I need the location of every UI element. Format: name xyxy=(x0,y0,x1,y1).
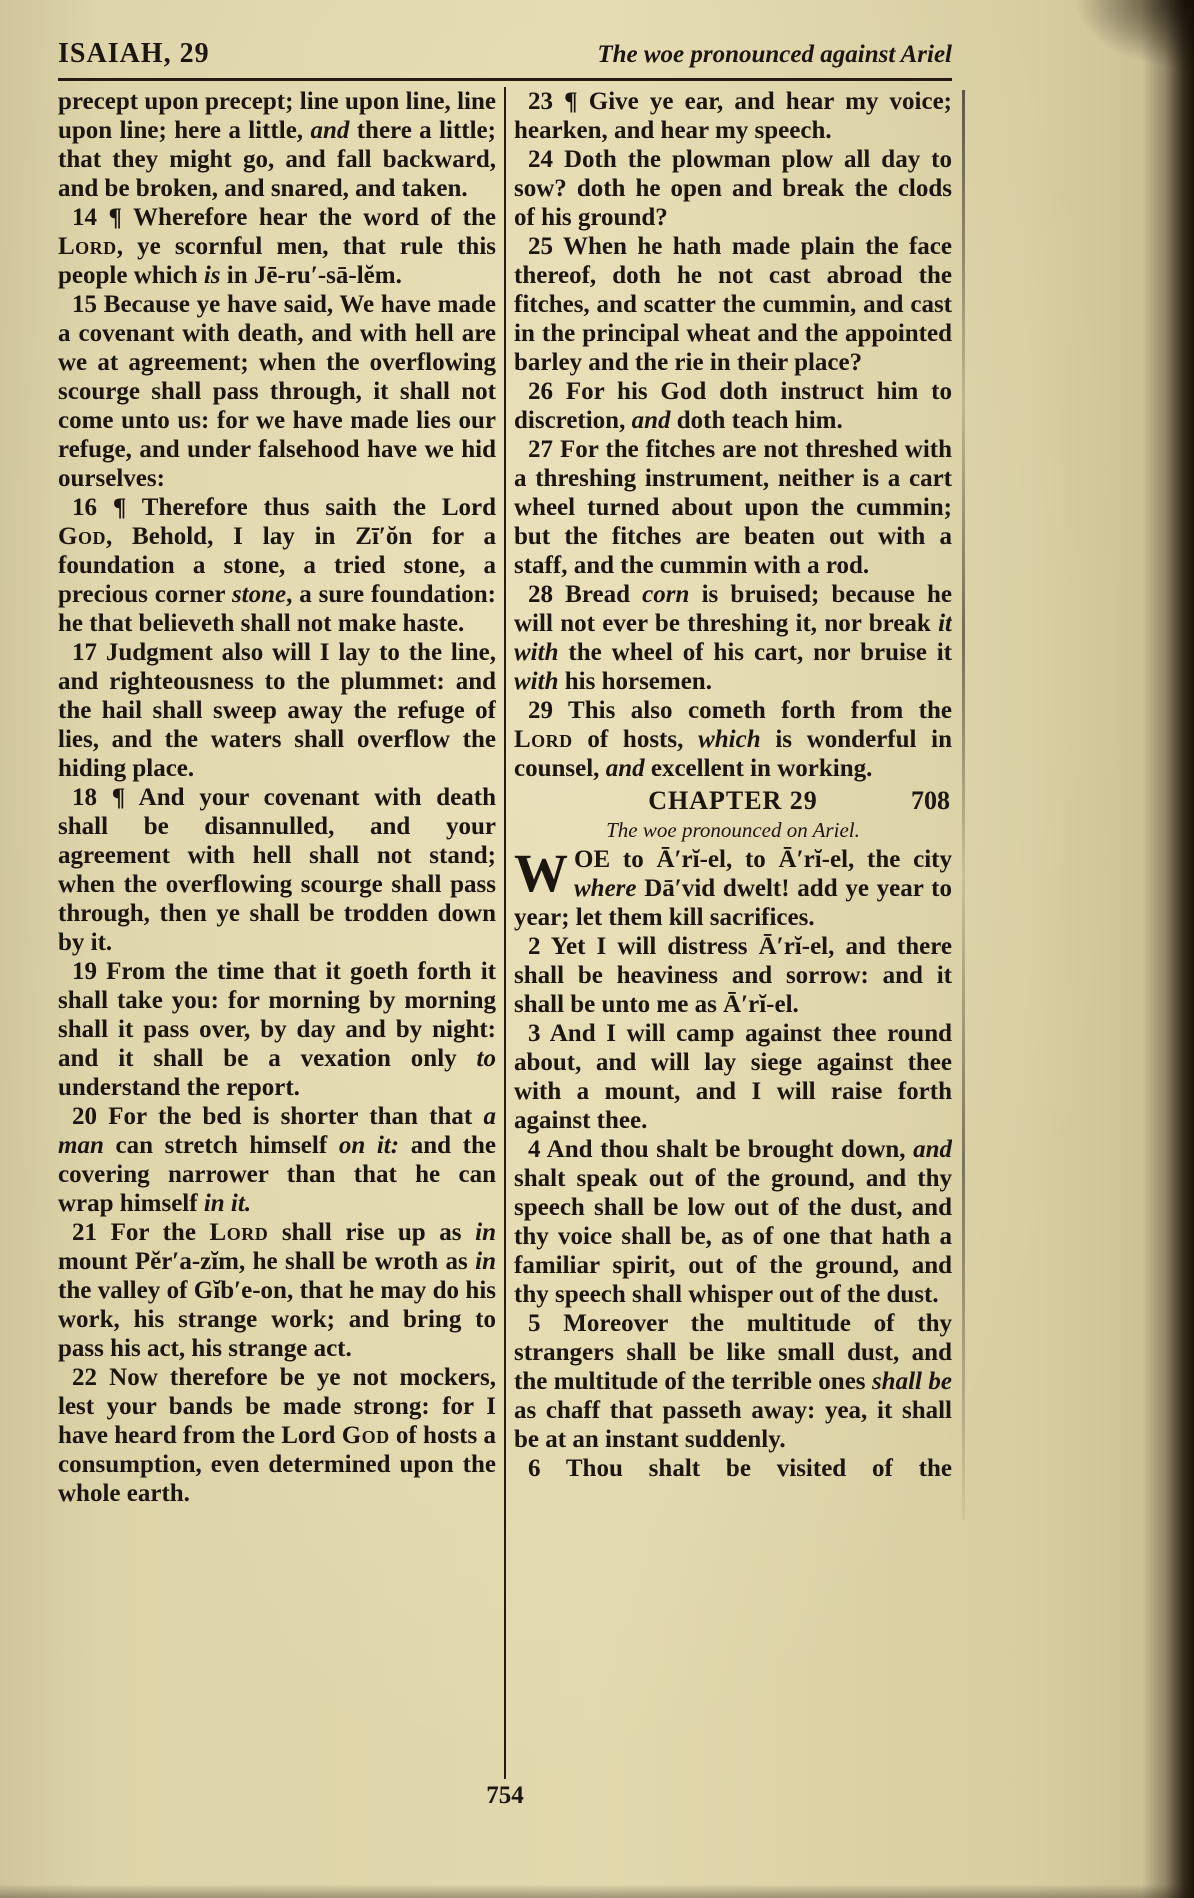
verse-paragraph: 20 For the bed is shorter than that a man can stretch himself on it: and the covering narrower than that he can wrap himself in it. xyxy=(58,1103,496,1217)
drop-cap: W xyxy=(514,843,568,903)
chapter-page-ref: 708 xyxy=(911,786,950,815)
chapter-subtitle: The woe pronounced on Ariel. xyxy=(606,818,860,842)
verse-paragraph: 5 Moreover the multitude of thy strangers shall be like small dust, and the multitude of the terrible ones shall be as chaff that passeth away: yea, it shall be at an instant suddenly. xyxy=(514,1310,952,1453)
text-columns xyxy=(58,87,952,1779)
running-head: The woe pronounced against Ariel xyxy=(597,41,952,68)
page-footer xyxy=(58,1782,952,1810)
verse-paragraph: 24 Doth the plowman plow all day to sow? doth he open and break the clods of his ground? xyxy=(514,146,952,231)
verse-paragraph: 4 And thou shalt be brought down, and shalt speak out of the ground, and thy speech shall be low out of the dust, and thy voice shall be, as of one that hath a familiar spirit, out of the ground, and thy speech shall whisper out of the dust. xyxy=(514,1136,952,1308)
verse-paragraph: 6 Thou shalt be visited of the xyxy=(528,1455,952,1482)
verse-paragraph: 21 For the Lord shall rise up as in mount Pĕr′a-zĭm, he shall be wroth as in the valley of Gĭb′e-on, that he may do his work, his strange work; and bring to pass his act, his strange act. xyxy=(58,1219,496,1362)
verse-paragraph: 26 For his God doth instruct him to discretion, and doth teach him. xyxy=(514,378,952,434)
verse-paragraph: 16 ¶ Therefore thus saith the Lord God, Behold, I lay in Zī′ŏn for a foundation a stone, a tried stone, a precious corner stone, a sure foundation: he that believeth shall not make haste. xyxy=(58,494,496,637)
book-chapter-title: ISAIAH, 29 xyxy=(58,38,210,69)
page-edge-line xyxy=(962,90,965,1520)
verse-paragraph: 22 Now therefore be ye not mockers, lest your bands be made strong: for I have heard from the Lord God of hosts a consumption, even determined upon the whole earth. xyxy=(58,1364,496,1507)
chapter-title: CHAPTER 29 xyxy=(648,786,818,815)
verse-paragraph: 28 Bread corn is bruised; because he will not ever be threshing it, nor break it with the wheel of his cart, nor bruise it with his horsemen. xyxy=(514,581,952,695)
chapter-opening-verse: WOE to Ā′rĭ-el, to Ā′rĭ-el, the city where Dā′vid dwelt! add ye year to year; let them kill sacrifices. xyxy=(514,843,952,931)
page-corner-shadow xyxy=(1074,0,1194,70)
verse-paragraph: 17 Judgment also will I lay to the line, and righteousness to the plummet: and the hail shall sweep away the refuge of lies, and the waters shall overflow the hiding place. xyxy=(58,639,496,782)
page-edge-shadow xyxy=(1142,0,1194,1898)
column-divider xyxy=(504,87,506,1779)
chapter-heading xyxy=(514,786,952,816)
page-header xyxy=(58,38,952,70)
verse-paragraph: 3 And I will camp against thee round about, and will lay siege against thee with a mount, and I will raise forth against thee. xyxy=(514,1020,952,1134)
header-rule xyxy=(58,78,952,81)
verse-paragraph: 27 For the fitches are not threshed with a threshing instrument, neither is a cart wheel turned about upon the cummin; but the fitches are beaten out with a staff, and the cummin with a rod. xyxy=(514,436,952,579)
page-number: 754 xyxy=(486,1782,524,1809)
verse-paragraph: 18 ¶ And your covenant with death shall be disannulled, and your agreement with hell shall not stand; when the overflowing scourge shall pass through, then ye shall be trodden down by it. xyxy=(58,784,496,956)
left-column xyxy=(58,87,496,1779)
verse-paragraph: 15 Because ye have said, We have made a covenant with death, and with hell are we at agreement; when the overflowing scourge shall pass through, it shall not come unto us: for we have made lies our refuge, and under falsehood have we hid ourselves: xyxy=(58,291,496,492)
verse-paragraph: 25 When he hath made plain the face thereof, doth he not cast abroad the fitches, and scatter the cummin, and cast in the principal wheat and the appointed barley and the rie in their place? xyxy=(514,233,952,376)
verse-paragraph: 2 Yet I will distress Ā′rĭ-el, and there shall be heaviness and sorrow: and it shall be unto me as Ā′rĭ-el. xyxy=(514,933,952,1018)
verse-paragraph: 19 From the time that it goeth forth it shall take you: for morning by morning shall it pass over, by day and by night: and it shall be a vexation only to understand the report. xyxy=(58,958,496,1101)
verse-paragraph: 14 ¶ Wherefore hear the word of the Lord, ye scornful men, that rule this people which is in Jē-ru′-sā-lĕm. xyxy=(58,204,496,289)
verse-paragraph: 23 ¶ Give ye ear, and hear my voice; hearken, and hear my speech. xyxy=(514,88,952,144)
right-column xyxy=(514,87,952,1779)
verse-paragraph: 29 This also cometh forth from the Lord of hosts, which is wonderful in counsel, and excellent in working. xyxy=(514,697,952,782)
verse-paragraph: precept upon precept; line upon line, line upon line; here a little, and there a little; that they might go, and fall backward, and be broken, and snared, and taken. xyxy=(58,88,496,202)
page-bottom-shadow xyxy=(0,1884,1194,1898)
